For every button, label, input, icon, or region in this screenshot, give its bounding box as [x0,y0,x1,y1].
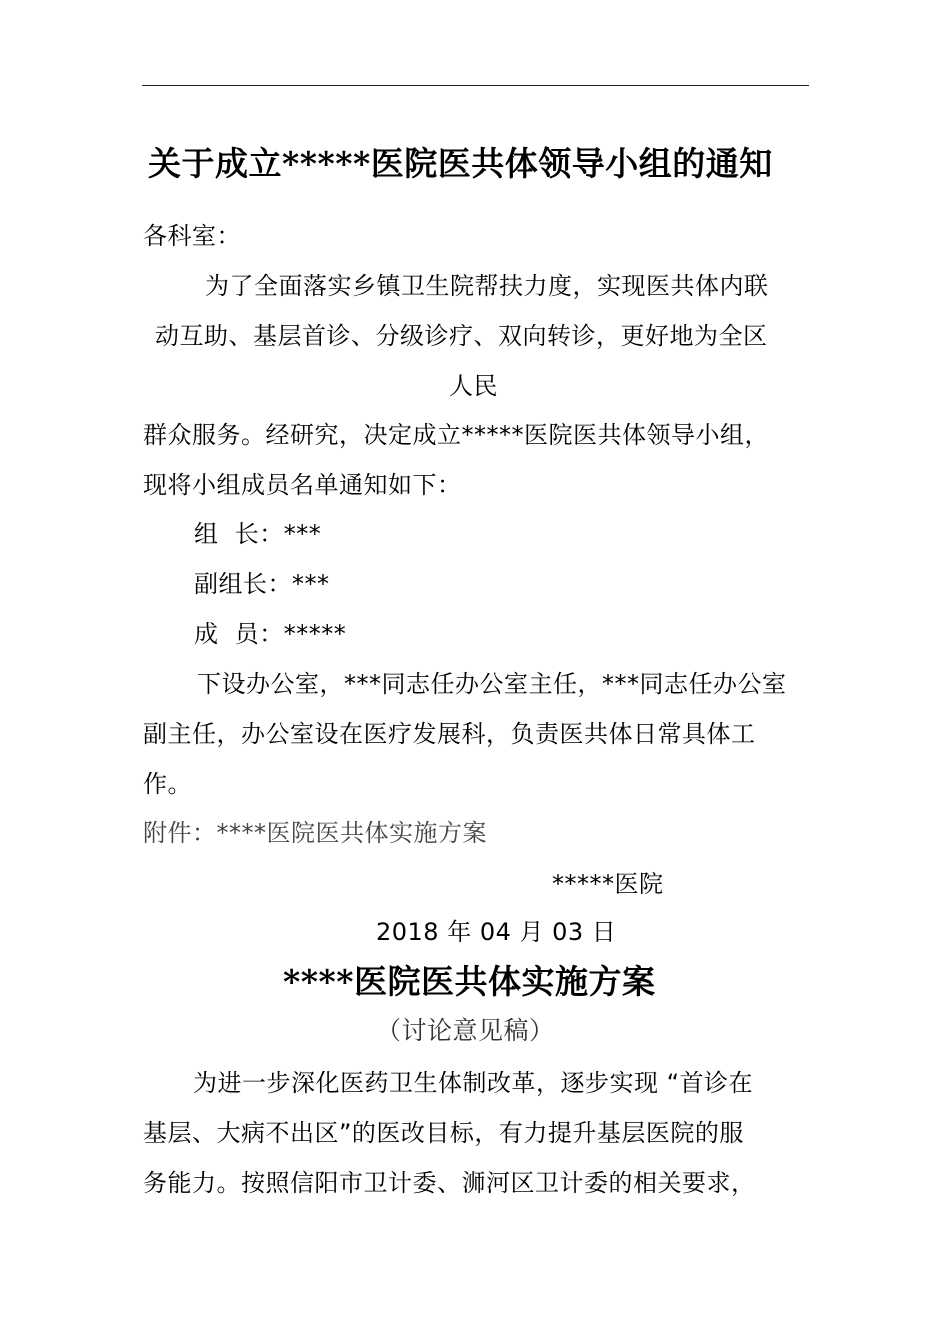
notice-paragraph-1-line-1: 为了全面落实乡镇卫生院帮扶力度，实现医共体内联 [205,272,769,300]
notice-paragraph-2-line-3: 作。 [143,770,192,798]
plan-paragraph-line-1: 为进一步深化医药卫生体制改革，逐步实现 “首诊在 [193,1069,754,1097]
notice-paragraph-2-line-1: 下设办公室，***同志任办公室主任，***同志任办公室 [197,670,787,698]
member-members: 成 员：***** [194,620,347,648]
header-rule [142,85,809,86]
notice-date: 2018 年 04 月 03 日 [376,918,617,946]
attachment-line: 附件：****医院医共体实施方案 [143,819,487,847]
member-deputy-leader: 副组长：*** [194,570,330,598]
notice-paragraph-1-line-3: 人民 [449,372,498,400]
plan-subtitle: （讨论意见稿） [376,1016,555,1045]
member-leader: 组 长：*** [194,520,322,548]
notice-paragraph-1-line-5: 现将小组成员名单通知如下： [143,471,462,499]
notice-title: 关于成立*****医院医共体领导小组的通知 [148,144,773,183]
notice-paragraph-2-line-2: 副主任，办公室设在医疗发展科，负责医共体日常具体工 [143,720,756,748]
salutation: 各科室： [143,222,241,250]
notice-paragraph-1-line-2: 动互助、基层首诊、分级诊疗、双向转诊，更好地为全区 [155,322,768,350]
plan-paragraph-line-3: 务能力。按照信阳市卫计委、浉河区卫计委的相关要求， [143,1169,756,1197]
plan-paragraph-line-2: 基层、大病不出区”的医改目标，有力提升基层医院的服 [143,1119,744,1147]
notice-paragraph-1-line-4: 群众服务。经研究，决定成立*****医院医共体领导小组， [143,421,769,449]
plan-title: ****医院医共体实施方案 [283,962,656,1001]
signature: *****医院 [552,870,664,898]
